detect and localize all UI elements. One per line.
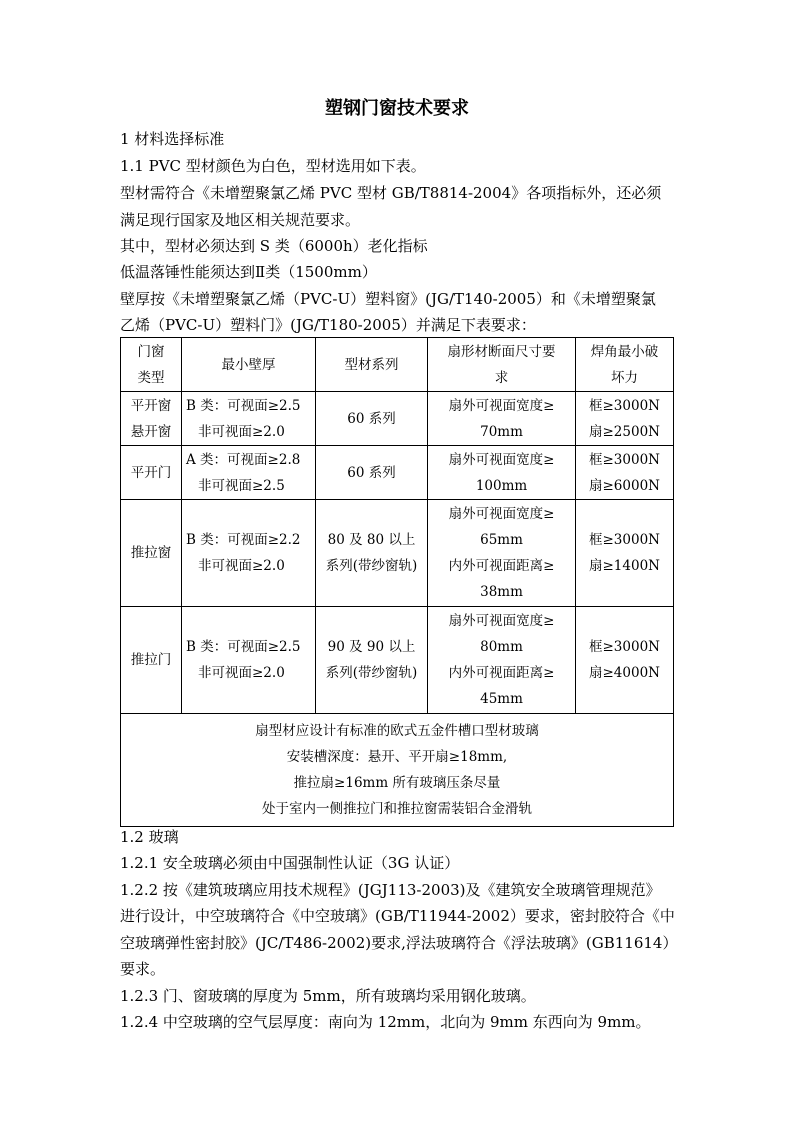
section-1-2-1: 1.2.1 安全玻璃必须由中国强制性认证（3G 认证）	[120, 854, 460, 872]
paragraph-line: 低温落锤性能须达到Ⅱ类（1500mm）	[120, 263, 377, 281]
table-footer-row	[121, 714, 674, 827]
cell-type: 平开窗 悬开窗	[121, 392, 182, 446]
table-row	[121, 446, 674, 500]
section-1-heading: 1 材料选择标准	[120, 130, 225, 148]
page-title: 塑钢门窗技术要求	[325, 98, 469, 119]
header-cell-force: 焊角最小破 坏力	[576, 338, 674, 392]
header-cell-series: 型材系列	[316, 338, 428, 392]
table-row	[121, 392, 674, 446]
cell-force: 框≥3000N 扇≥1400N	[576, 500, 674, 607]
paragraph-line: 型材需符合《未增塑聚氯乙烯 PVC 型材 GB/T8814-2004》各项指标外，还必须	[120, 184, 662, 202]
paragraph-line: 乙烯（PVC-U）塑料门》(JG/T180-2005）并满足下表要求：	[120, 316, 536, 334]
cell-thickness: B 类：可视面≥2.2 非可视面≥2.0	[182, 500, 316, 607]
section-1-2-3: 1.2.3 门、窗玻璃的厚度为 5mm，所有玻璃均采用钢化玻璃。	[120, 987, 536, 1005]
section-1-2-heading: 1.2 玻璃	[120, 828, 179, 846]
paragraph-line: 满足现行国家及地区相关规范要求。	[120, 211, 361, 229]
cell-section: 扇外可视面宽度≥ 100mm	[428, 446, 576, 500]
cell-series: 60 系列	[316, 446, 428, 500]
cell-thickness: B 类：可视面≥2.5 非可视面≥2.0	[182, 607, 316, 714]
section-1-2-4: 1.2.4 中空玻璃的空气层厚度：南向为 12mm，北向为 9mm 东西向为 9mm。	[120, 1013, 651, 1031]
spec-table	[120, 337, 674, 827]
cell-type: 推拉门	[121, 607, 182, 714]
paragraph-line: 其中，型材必须达到 S 类（6000h）老化指标	[120, 237, 428, 255]
cell-section: 扇外可视面宽度≥ 70mm	[428, 392, 576, 446]
cell-section: 扇外可视面宽度≥ 80mm 内外可视面距离≥ 45mm	[428, 607, 576, 714]
table-footer-note: 扇型材应设计有标准的欧式五金件槽口型材玻璃 安装槽深度：悬开、平开扇≥18mm, 推拉扇≥16mm 所有玻璃压条尽量 处于室内一侧推拉门和推拉窗需装铝合金滑轨	[121, 714, 674, 827]
cell-force: 框≥3000N 扇≥2500N	[576, 392, 674, 446]
cell-force: 框≥3000N 扇≥6000N	[576, 446, 674, 500]
cell-type: 平开门	[121, 446, 182, 500]
cell-thickness: B 类：可视面≥2.5 非可视面≥2.0	[182, 392, 316, 446]
section-1-2-2-line: 进行设计，中空玻璃符合《中空玻璃》(GB/T11944-2002）要求，密封胶符合《中	[120, 907, 675, 925]
table-row	[121, 607, 674, 714]
section-1-1-heading: 1.1 PVC 型材颜色为白色，型材选用如下表。	[120, 157, 426, 175]
section-1-2-2-line: 1.2.2 按《建筑玻璃应用技术规程》(JGJ113-2003)及《建筑安全玻璃管理规范》	[120, 881, 661, 899]
section-1-2-2-line: 要求。	[120, 960, 166, 978]
header-cell-thickness: 最小壁厚	[182, 338, 316, 392]
section-1-2-2-line: 空玻璃弹性密封胶》(JC/T486-2002)要求,浮法玻璃符合《浮法玻璃》(GB11614）	[120, 934, 678, 952]
cell-series: 60 系列	[316, 392, 428, 446]
cell-force: 框≥3000N 扇≥4000N	[576, 607, 674, 714]
cell-type: 推拉窗	[121, 500, 182, 607]
header-cell-section: 扇形材断面尺寸要 求	[428, 338, 576, 392]
cell-series: 90 及 90 以上 系列(带纱窗轨)	[316, 607, 428, 714]
cell-thickness: A 类：可视面≥2.8 非可视面≥2.5	[182, 446, 316, 500]
table-header-row	[121, 338, 674, 392]
paragraph-line: 壁厚按《未增塑聚氯乙烯（PVC-U）塑料窗》(JG/T140-2005）和《未增塑聚氯	[120, 290, 656, 308]
table-row	[121, 500, 674, 607]
header-cell-type: 门窗 类型	[121, 338, 182, 392]
cell-series: 80 及 80 以上 系列(带纱窗轨)	[316, 500, 428, 607]
cell-section: 扇外可视面宽度≥ 65mm 内外可视面距离≥ 38mm	[428, 500, 576, 607]
